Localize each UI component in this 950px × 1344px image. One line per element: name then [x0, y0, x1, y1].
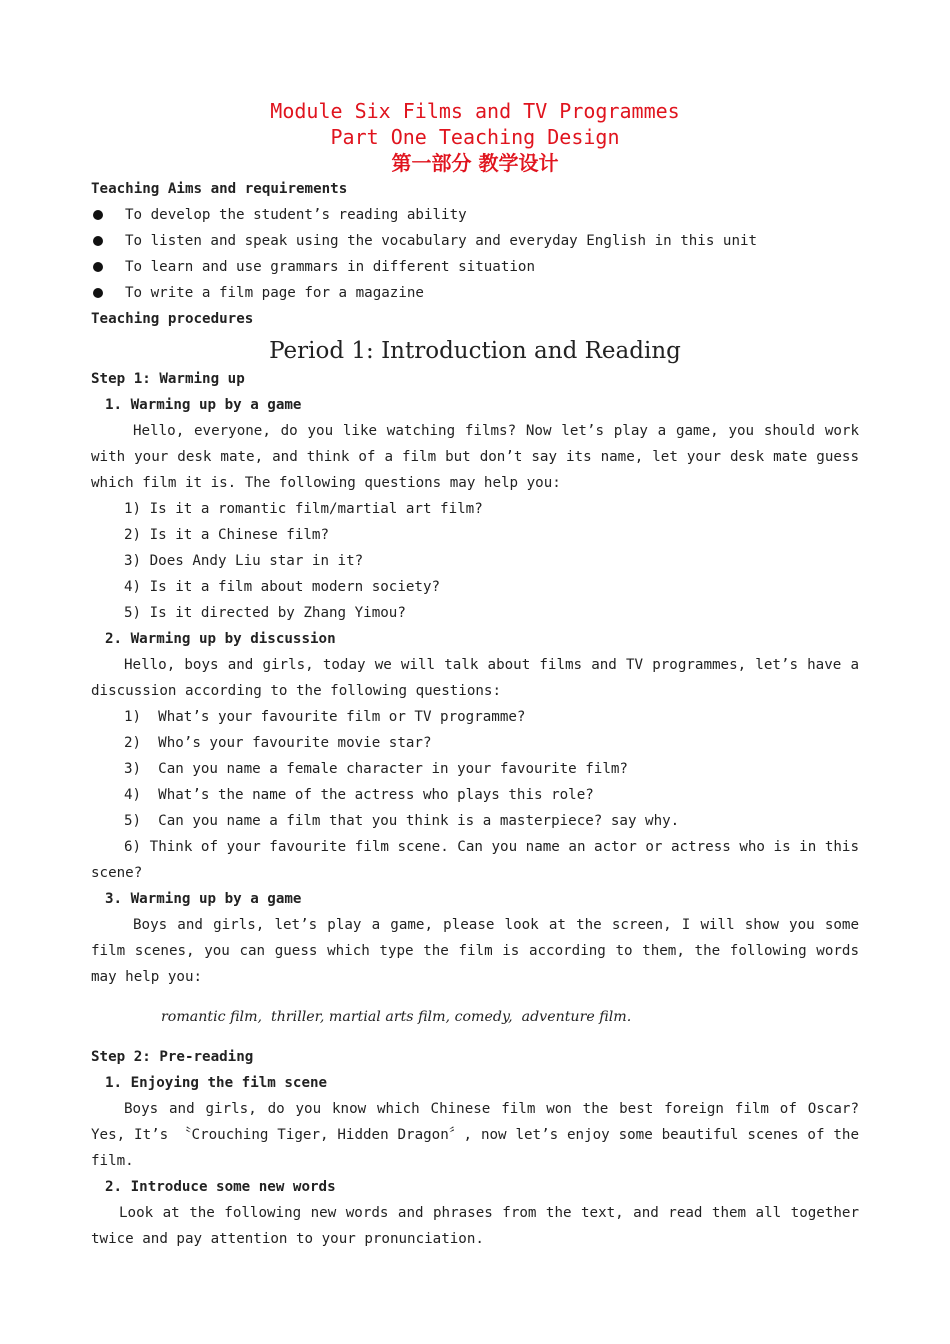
question-item: 3) Does Andy Liu star in it? — [124, 553, 364, 569]
aim-text: To develop the student’s reading ability — [125, 207, 467, 223]
step1-sub3-heading: 3. Warming up by a game — [105, 891, 302, 907]
step1-sub3-paragraph: Boys and girls, let’s play a game, please look at the screen, I will show you some film scenes, you can guess which type the film is according to them, the following words may help you: — [91, 917, 859, 985]
step2-sub2-heading: 2. Introduce some new words — [105, 1179, 336, 1196]
aim-text: To learn and use grammars in different situation — [125, 259, 535, 275]
bullet-icon — [93, 210, 103, 220]
aim-text: To write a film page for a magazine — [125, 285, 424, 301]
step2-heading: Step 2: Pre-reading — [91, 1049, 254, 1066]
procedures-heading: Teaching procedures — [91, 311, 254, 327]
aim-item — [91, 280, 859, 306]
step1-sub2-paragraph: Hello, boys and girls, today we will talk about films and TV programmes, let’s have a discussion according to the following questions: — [91, 657, 859, 699]
doc-title: Module Six Films and TV Programmes — [270, 99, 680, 123]
step2-sub1-heading: 1. Enjoying the film scene — [105, 1075, 328, 1092]
document-page — [91, 98, 859, 1252]
step1-sub1-paragraph: Hello, everyone, do you like watching films? Now let’s play a game, you should work with your desk mate, and think of a film but don’t say its name, let your desk mate guess which film it is. The following questions may help you: — [91, 423, 859, 491]
question-item: 4) What’s the name of the actress who plays this role? — [124, 787, 594, 803]
step1-sub2-heading: 2. Warming up by discussion — [105, 631, 336, 647]
aims-heading: Teaching Aims and requirements — [91, 181, 348, 197]
question-item: 2) Is it a Chinese film? — [124, 527, 329, 543]
question-item: 1) What’s your favourite film or TV programme? — [124, 709, 526, 725]
question-item: 6) Think of your favourite film scene. Can you name an actor or actress who is in this scene? — [91, 839, 859, 881]
aim-text: To listen and speak using the vocabulary and everyday English in this unit — [125, 233, 758, 249]
bullet-icon — [93, 288, 103, 298]
doc-subtitle-cn: 第一部分 教学设计 — [391, 151, 559, 175]
question-item: 2) Who’s your favourite movie star? — [124, 735, 432, 751]
aim-item — [91, 228, 859, 254]
step1-heading: Step 1: Warming up — [91, 371, 245, 387]
period-heading: Period 1: Introduction and Reading — [269, 338, 681, 364]
bullet-icon — [93, 262, 103, 272]
step2-sub1-paragraph: Boys and girls, do you know which Chinese film won the best foreign film of Oscar? Yes, It’s 〝Crouching Tiger, Hidden Dragon〞, now let’s enjoy some beautiful scenes of the film. — [91, 1101, 859, 1170]
doc-subtitle: Part One Teaching Design — [330, 125, 620, 149]
question-item: 1) Is it a romantic film/martial art film? — [124, 501, 483, 517]
aim-item — [91, 254, 859, 280]
film-types-words: romantic film, thriller, martial arts film, comedy, adventure film. — [161, 1009, 632, 1026]
question-item: 5) Can you name a film that you think is a masterpiece? say why. — [124, 813, 680, 829]
bullet-icon — [93, 236, 103, 246]
step1-sub1-heading: 1. Warming up by a game — [105, 397, 302, 413]
step2-sub2-paragraph: Look at the following new words and phrases from the text, and read them all together twice and pay attention to your pronunciation. — [91, 1205, 859, 1248]
question-item: 3) Can you name a female character in your favourite film? — [124, 761, 628, 777]
question-item: 5) Is it directed by Zhang Yimou? — [124, 605, 406, 621]
aim-item — [91, 202, 859, 228]
question-item: 4) Is it a film about modern society? — [124, 579, 441, 595]
